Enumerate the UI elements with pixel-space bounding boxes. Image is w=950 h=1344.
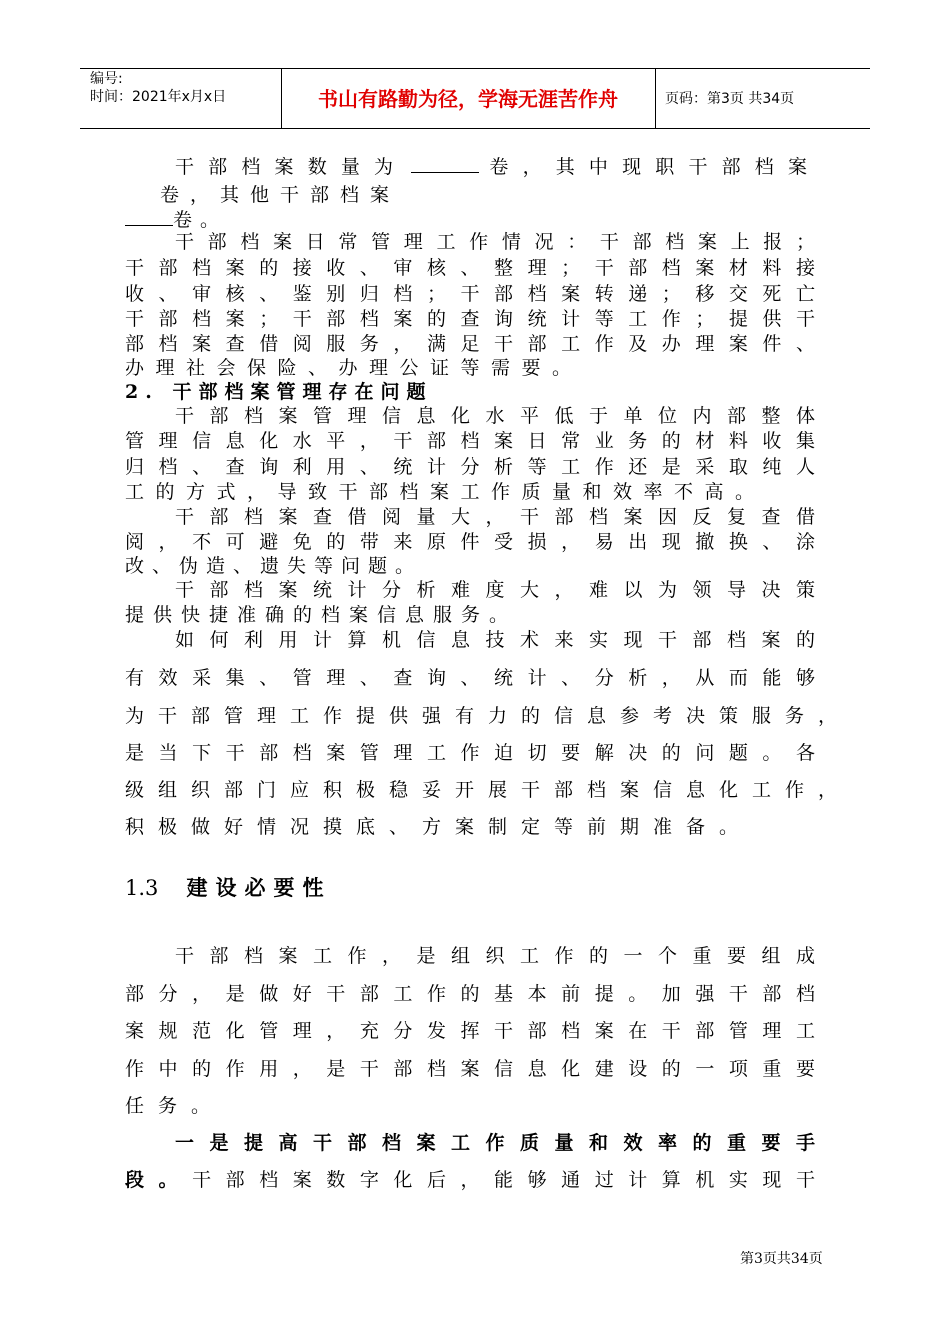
text-segment-bold: 段。 [125, 1169, 193, 1191]
fill-blank [125, 209, 173, 226]
section-number: 1.3 [125, 876, 159, 900]
paragraph-line [175, 155, 815, 179]
text-segment: 卷，其中现职干部档案 [483, 156, 815, 178]
paragraph-line: 办理社会保险、办理公证等需要。 [125, 357, 583, 379]
header-time-label: 时间：2021年x月x日 [90, 89, 227, 105]
paragraph-line: 干部档案工作，是组织工作的一个重要组成 [175, 945, 815, 967]
paragraph-line: 管理信息化水平，干部档案日常业务的材料收集 [125, 430, 815, 452]
header-page-label: 页码：第3页 共34页 [665, 91, 795, 107]
paragraph-line: 提供快捷准确的档案信息服务。 [125, 604, 518, 626]
section-heading: 2. 干部档案管理存在问题 [125, 381, 433, 403]
page-footer: 第3页共34页 [740, 1251, 823, 1267]
paragraph-line: 归档、查询利用、统计分析等工作还是采取纯人 [125, 456, 815, 478]
paragraph-line: 级组织部门应积极稳妥开展干部档案信息化工作， [125, 779, 837, 801]
paragraph-line: 积极做好情况摸底、方案制定等前期准备。 [125, 816, 753, 838]
paragraph-line [125, 1168, 815, 1192]
header-top-rule [80, 68, 870, 69]
text-segment: 干部档案数量为 [175, 156, 408, 178]
paragraph-line: 部档案查借阅服务，满足干部工作及办理案件、 [125, 333, 815, 355]
paragraph-line: 干部档案查借阅量大，干部档案因反复查借 [175, 506, 815, 528]
paragraph-line: 案规范化管理，充分发挥干部档案在干部管理工 [125, 1020, 815, 1042]
paragraph-line: 阅，不可避免的带来原件受损，易出现撤换、涂 [125, 531, 815, 553]
paragraph-line: 收、审核、鉴别归档；干部档案转递；移交死亡 [125, 283, 815, 305]
text-segment: 卷。 [173, 209, 228, 231]
fill-blank [411, 156, 479, 173]
paragraph-line [160, 183, 850, 207]
header-bottom-rule [80, 128, 870, 129]
paragraph-line: 作中的作用，是干部档案信息化建设的一项重要 [125, 1058, 815, 1080]
paragraph-line: 干部档案的接收、审核、整理；干部档案材料接 [125, 257, 815, 279]
paragraph-line: 如何利用计算机信息技术来实现干部档案的 [175, 629, 815, 651]
paragraph-line: 为干部管理工作提供强有力的信息参考决策服务， [125, 705, 837, 727]
paragraph-line: 部分，是做好干部工作的基本前提。加强干部档 [125, 983, 815, 1005]
paragraph-line: 干部档案；干部档案的查询统计等工作；提供干 [125, 308, 815, 330]
section-heading-1-3 [125, 876, 815, 901]
paragraph-line: 干部档案日常管理工作情况：干部档案上报； [175, 231, 815, 253]
header-divider-right [655, 68, 656, 129]
text-segment: 卷，其他干部档案 [160, 184, 401, 206]
paragraph-line: 是当下干部档案管理工作迫切要解决的问题。各 [125, 742, 815, 764]
header-motto: 书山有路勤为径，学海无涯苦作舟 [318, 87, 618, 111]
text-segment: 干部档案数字化后，能够通过计算机实现干 [192, 1169, 815, 1191]
paragraph-line-bold: 一是提高干部档案工作质量和效率的重要手 [175, 1132, 815, 1154]
paragraph-line: 工的方式，导致干部档案工作质量和效率不高。 [125, 481, 766, 503]
paragraph-line: 改、伪造、遗失等问题。 [125, 555, 423, 577]
paragraph-line: 干部档案管理信息化水平低于单位内部整体 [175, 405, 815, 427]
section-title: 建设必要性 [186, 875, 332, 900]
paragraph-line [125, 208, 815, 232]
header-number-label: 编号: [90, 71, 123, 87]
paragraph-line: 任务。 [125, 1095, 225, 1117]
paragraph-line: 有效采集、管理、查询、统计、分析，从而能够 [125, 667, 815, 689]
paragraph-line: 干部档案统计分析难度大，难以为领导决策 [175, 579, 815, 601]
